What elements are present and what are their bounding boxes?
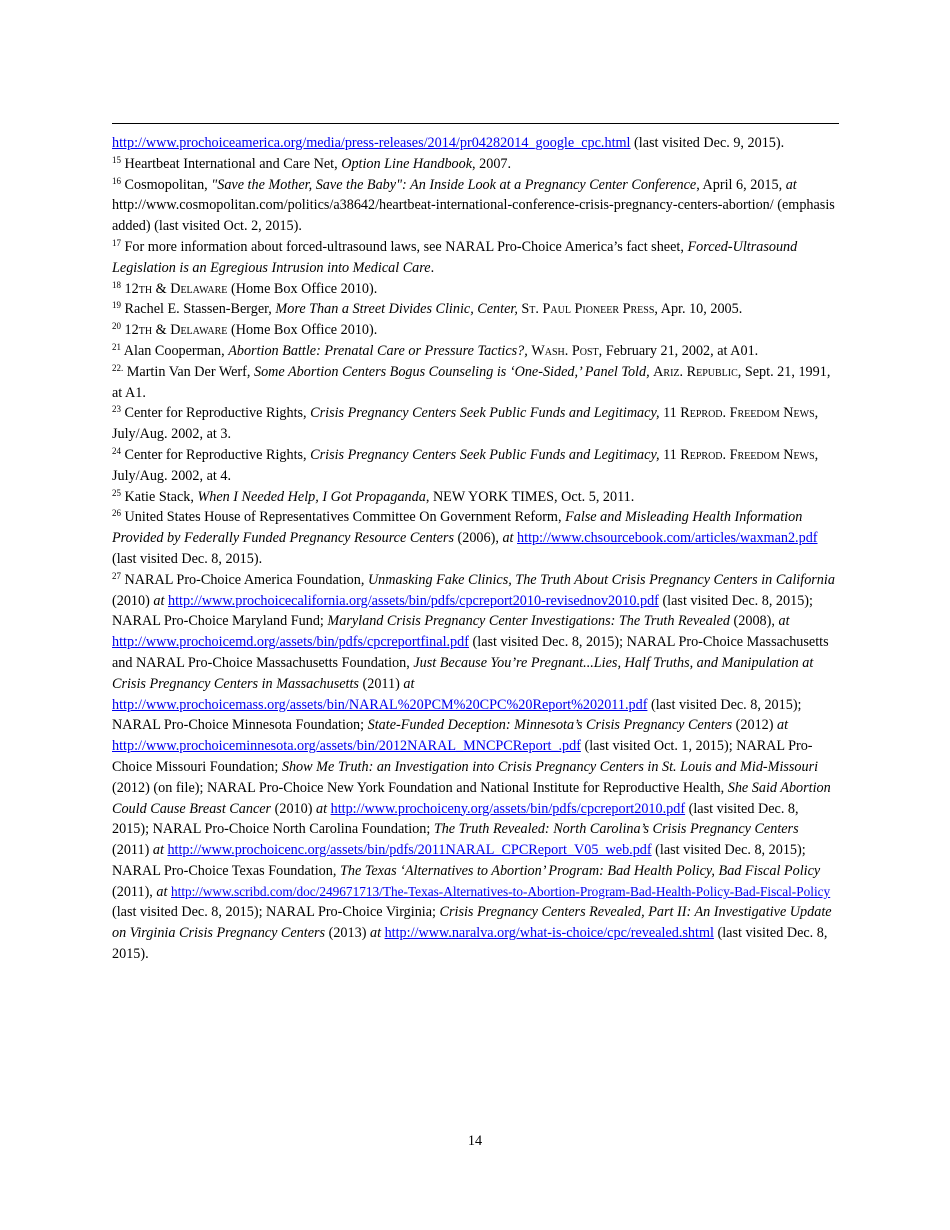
footnote-number: 17 [112,237,121,248]
footnote-15: $^{15}$ Heartbeat International and Care Net, Option Line Handbook, 2007. [112,154,512,172]
footnote-link[interactable]: http://www.prochoicenc.org/assets/bin/pdfs/2011NARAL_CPCReport_V05_web.pdf [167,842,652,859]
footnote-17: $^{17}$ For more information about forced-ultrasound laws, see NARAL Pro-Choice America’s fact sheet, Forced-Ultrasound Legislation is an Egregious Intrusion into Medical Care. [112,237,798,276]
footnote-link[interactable]: http://www.prochoiceminnesota.org/assets/bin/2012NARAL_MNCPCReport_.pdf [112,738,581,755]
footnote-22: $^{22.}$ Martin Van Der Werf, Some Abortion Centers Bogus Counseling is ‘One-Sided,’ Panel Told, Ariz. Republic, Sept. 21, 1991, at A1. [112,362,831,401]
footnote-number: 15 [112,154,121,165]
footnote-number: 18 [112,279,121,290]
footnote-link[interactable]: http://www.chsourcebook.com/articles/waxman2.pdf [517,530,818,547]
footnote-number: 23 [112,404,121,415]
footnote-number: 22. [112,362,124,373]
footnote-20: $^{20}$ 12th & Delaware (Home Box Office 2010). [112,321,378,339]
footnote-24: $^{24}$ Center for Reproductive Rights, Crisis Pregnancy Centers Seek Public Funds and Legitimacy, 11 Reprod. Freedom News, July/Aug. 2002, at 4. [112,445,819,484]
footnote-link[interactable]: http://www.prochoiceamerica.org/media/press-releases/2014/pr04282014_google_cpc.html [112,135,631,151]
footnote-27: $^{27}$ NARAL Pro-Choice America Foundation, Unmasking Fake Clinics, The Truth About Crisis Pregnancy Centers in California (2010) at http://www.prochoicecalifornia.org/assets/bin/pdfs/cpcreport2010-revisednov2010.pdf (last visited Dec. 8, 2015); NARAL Pro-Choice Maryland Fund; Maryland Crisis Pregnancy Center Investigations: The Truth Revealed (2008), at http://www.prochoicemd.org/assets/bin/pdfs/cpcreportfinal.pdf (last visited Dec. 8, 2015); NARAL Pro-Choice Massachusetts and NARAL Pro-Choice Massachusetts Foundation, Just Because You’re Pregnant...Lies, Half Truths, and Manipulation at Crisis Pregnancy Centers in Massachusetts (2011) at http://www.prochoicemass.org/assets/bin/NARAL%20PCM%20CPC%20Report%202011.pdf (last visited Dec. 8, 2015); NARAL Pro-Choice Minnesota Foundation; State-Funded Deception: Minnesota’s Crisis Pregnancy Centers (2012) at http://www.prochoiceminnesota.org/assets/bin/2012NARAL_MNCPCReport_.pdf (last visited Oct. 1, 2015); NARAL Pro-Choice Missouri Foundation; Show Me Truth: an Investigation into Crisis Pregnancy Centers in St. Louis and Mid-Missouri (2012) (on file); NARAL Pro-Choice New York Foundation and National Institute for Reproductive Health, She Said Abortion Could Cause Breast Cancer (2010) at http://www.prochoiceny.org/assets/bin/pdfs/cpcreport2010.pdf (last visited Dec. 8, 2015); NARAL Pro-Choice North Carolina Foundation; The Truth Revealed: North Carolina’s Crisis Pregnancy Centers (2011) at http://www.prochoicenc.org/assets/bin/pdfs/2011NARAL_CPCReport_V05_web.pdf (last visited Dec. 8, 2015); NARAL Pro-Choice Texas Foundation, The Texas ‘Alternatives to Abortion’ Program: Bad Health Policy, Bad Fiscal Policy (2011), at http://www.scribd.com/doc/249671713/The-Texas-Alternatives-to-Abortion-Program-Bad-Health-Policy-Bad-Fiscal-Policy (last visited Dec. 8, 2015); NARAL Pro-Choice Virginia; Crisis Pregnancy Centers Revealed, Part II: An Investigative Update on Virginia Crisis Pregnancy Centers (2013) at http://www.naralva.org/what-is-choice/cpc/revealed.shtml (last visited Dec. 8, 2015). [112,570,835,963]
footnote-number: 26 [112,508,121,519]
footnote-21: $^{21}$ Alan Cooperman, Abortion Battle: Prenatal Care or Pressure Tactics?, Wash. Post, February 21, 2002, at A01. [112,341,759,359]
footnote-number: 24 [112,445,121,456]
footnote-link[interactable]: http://www.naralva.org/what-is-choice/cpc/revealed.shtml [384,925,714,942]
footnote-number: 20 [112,321,121,332]
page-number: 14 [467,1133,483,1149]
footnote-link[interactable]: http://www.prochoicemass.org/assets/bin/NARAL%20PCM%20CPC%20Report%202011.pdf [112,696,648,713]
footnote-number: 27 [112,570,121,581]
footnote-23: $^{23}$ Center for Reproductive Rights, Crisis Pregnancy Centers Seek Public Funds and Legitimacy, 11 Reprod. Freedom News, July/Aug. 2002, at 3. [112,404,819,443]
footnote-number: 16 [112,175,121,186]
footnote-link[interactable]: http://www.scribd.com/doc/249671713/The-Texas-Alternatives-to-Abortion-Program-Bad-Health-Policy-Bad-Fiscal-Policy [171,883,831,899]
footnote-number: 19 [112,300,121,311]
footnote-16: $^{16}$ Cosmopolitan, "Save the Mother, Save the Baby": An Inside Look at a Pregnancy Center Conference, April 6, 2015, at http://www.cosmopolitan.com/politics/a38642/heartbeat-international-conference-crisis-pregnancy-centers-abortion/ (emphasis added) (last visited Oct. 2, 2015). [112,175,835,235]
footnote-separator [112,123,839,124]
footnote-link[interactable]: http://www.prochoiceny.org/assets/bin/pdfs/cpcreport2010.pdf [330,800,686,817]
footnote-25: $^{25}$ Katie Stack, When I Needed Help, I Got Propaganda, NEW YORK TIMES, Oct. 5, 2011. [112,487,635,505]
footnote-continuation: http://www.prochoiceamerica.org/media/press-releases/2014/pr04282014_google_cpc.html (last visited Dec. 9, 2015). [112,135,785,151]
footnote-19: $^{19}$ Rachel E. Stassen-Berger, More Than a Street Divides Clinic, Center, St. Paul Pioneer Press, Apr. 10, 2005. [112,300,743,318]
footnote-number: 21 [112,341,121,352]
footnote-18: $^{18}$ 12th & Delaware (Home Box Office 2010). [112,279,378,297]
footnote-number: 25 [112,487,121,498]
footnotes [112,133,839,965]
footnote-link[interactable]: http://www.prochoicecalifornia.org/assets/bin/pdfs/cpcreport2010-revisednov2010.pdf [167,592,659,609]
footnote-26: $^{26}$ United States House of Representatives Committee On Government Reform, False and Misleading Health Information Provided by Federally Funded Pregnancy Resource Centers (2006), at http://www.chsourcebook.com/articles/waxman2.pdf (last visited Dec. 8, 2015). [112,508,818,567]
footnote-link[interactable]: http://www.prochoicemd.org/assets/bin/pdfs/cpcreportfinal.pdf [112,634,469,651]
